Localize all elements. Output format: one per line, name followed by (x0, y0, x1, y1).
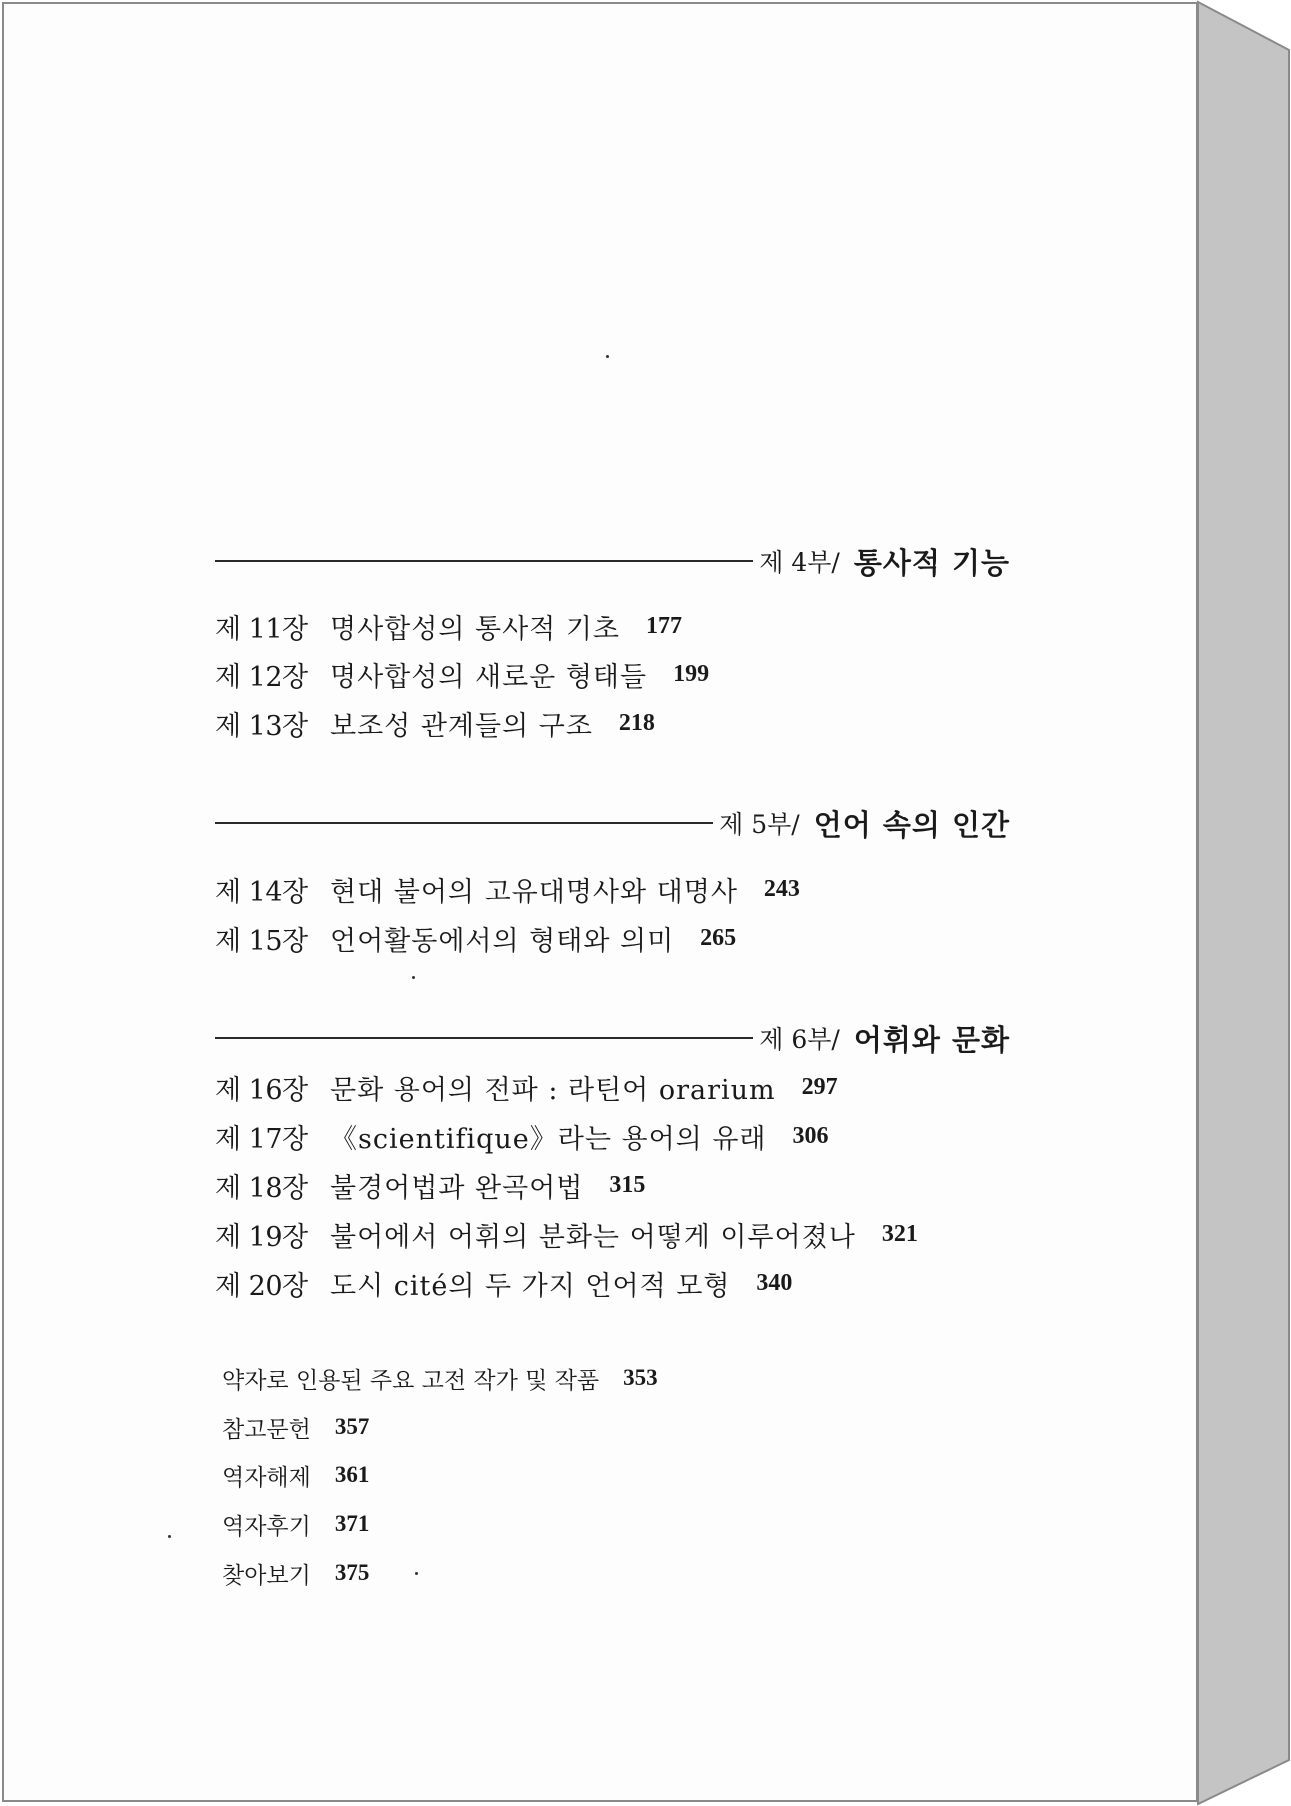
toc-entry-chapter-20[interactable] (215, 1263, 792, 1303)
chapter-number: 제 11장 (215, 613, 308, 645)
chapter-page: 306 (792, 1122, 829, 1149)
chapter-page: 218 (618, 709, 655, 736)
appendix-title: 역자후기 (222, 1513, 311, 1540)
toc-entry-chapter-16[interactable] (215, 1067, 838, 1107)
toc-entry-chapter-11[interactable] (215, 606, 682, 646)
chapter-page: 265 (700, 924, 737, 951)
section-rule (215, 560, 753, 562)
chapter-title: 현대 불어의 고유대명사와 대명사 (330, 876, 738, 908)
toc-entry-chapter-14[interactable] (215, 869, 800, 909)
section-header-part-6 (215, 1015, 1010, 1061)
section-rule (215, 822, 713, 824)
chapter-page: 199 (673, 660, 710, 687)
appendix-title: 참고문헌 (222, 1416, 311, 1443)
scan-speck (168, 1535, 171, 1538)
section-header-part-5 (215, 800, 1010, 846)
chapter-number: 제 14장 (215, 876, 308, 908)
toc-entry-chapter-15[interactable] (215, 918, 736, 958)
chapter-number: 제 18장 (215, 1172, 308, 1204)
section-part-label: 제 6부/ (759, 1025, 840, 1054)
section-rule (215, 1037, 753, 1039)
toc-entry-chapter-13[interactable] (215, 703, 655, 743)
appendix-page: 371 (334, 1511, 370, 1536)
chapter-number: 제 19장 (215, 1221, 308, 1253)
appendix-page: 353 (623, 1365, 658, 1390)
toc-entry-chapter-18[interactable] (215, 1165, 645, 1205)
chapter-number: 제 16장 (215, 1074, 308, 1106)
chapter-title: 명사합성의 새로운 형태들 (330, 661, 648, 693)
scan-speck (606, 355, 609, 358)
toc-entry-abbreviations[interactable] (222, 1360, 658, 1396)
chapter-page: 243 (763, 875, 800, 902)
section-part-label: 제 5부/ (719, 810, 800, 839)
section-title: 어휘와 문화 (853, 1022, 1010, 1057)
appendix-title: 역자해제 (222, 1464, 311, 1491)
chapter-number: 제 12장 (215, 661, 308, 693)
chapter-title: 《scientifique》라는 용어의 유래 (330, 1123, 767, 1155)
appendix-page: 361 (334, 1462, 370, 1487)
section-title: 통사적 기능 (853, 545, 1010, 580)
appendix-page: 375 (334, 1560, 370, 1585)
chapter-page: 177 (646, 612, 682, 639)
toc-entry-chapter-17[interactable] (215, 1116, 828, 1156)
appendix-title: 약자로 인용된 주요 고전 작가 및 작품 (222, 1367, 600, 1394)
toc-entry-translator-commentary[interactable] (222, 1457, 369, 1493)
chapter-number: 제 20장 (215, 1270, 308, 1302)
appendix-title: 찾아보기 (222, 1562, 311, 1589)
chapter-page: 340 (756, 1269, 793, 1296)
chapter-number: 제 17장 (215, 1123, 308, 1155)
chapter-title: 불어에서 어휘의 분화는 어떻게 이루어졌나 (330, 1221, 856, 1253)
chapter-page: 315 (609, 1171, 646, 1198)
toc-entry-index[interactable] (222, 1555, 369, 1591)
chapter-title: 명사합성의 통사적 기초 (330, 613, 620, 645)
scan-speck (412, 976, 415, 979)
section-part-label: 제 4부/ (759, 548, 840, 577)
chapter-number: 제 13장 (215, 710, 308, 742)
toc-entry-translator-afterword[interactable] (222, 1506, 369, 1542)
chapter-page: 297 (801, 1073, 838, 1100)
chapter-number: 제 15장 (215, 925, 308, 957)
appendix-page: 357 (334, 1414, 370, 1439)
section-header-part-4 (215, 538, 1010, 584)
toc-entry-chapter-19[interactable] (215, 1214, 918, 1254)
chapter-title: 불경어법과 완곡어법 (330, 1172, 584, 1204)
toc-entry-chapter-12[interactable] (215, 654, 709, 694)
chapter-page: 321 (881, 1220, 918, 1247)
chapter-title: 보조성 관계들의 구조 (330, 710, 593, 742)
scan-speck (415, 1572, 418, 1575)
chapter-title: 도시 cité의 두 가지 언어적 모형 (330, 1270, 731, 1302)
section-title: 언어 속의 인간 (813, 807, 1010, 842)
toc-entry-bibliography[interactable] (222, 1409, 369, 1445)
chapter-title: 언어활동에서의 형태와 의미 (330, 925, 675, 957)
chapter-title: 문화 용어의 전파 : 라틴어 orarium (330, 1074, 776, 1106)
